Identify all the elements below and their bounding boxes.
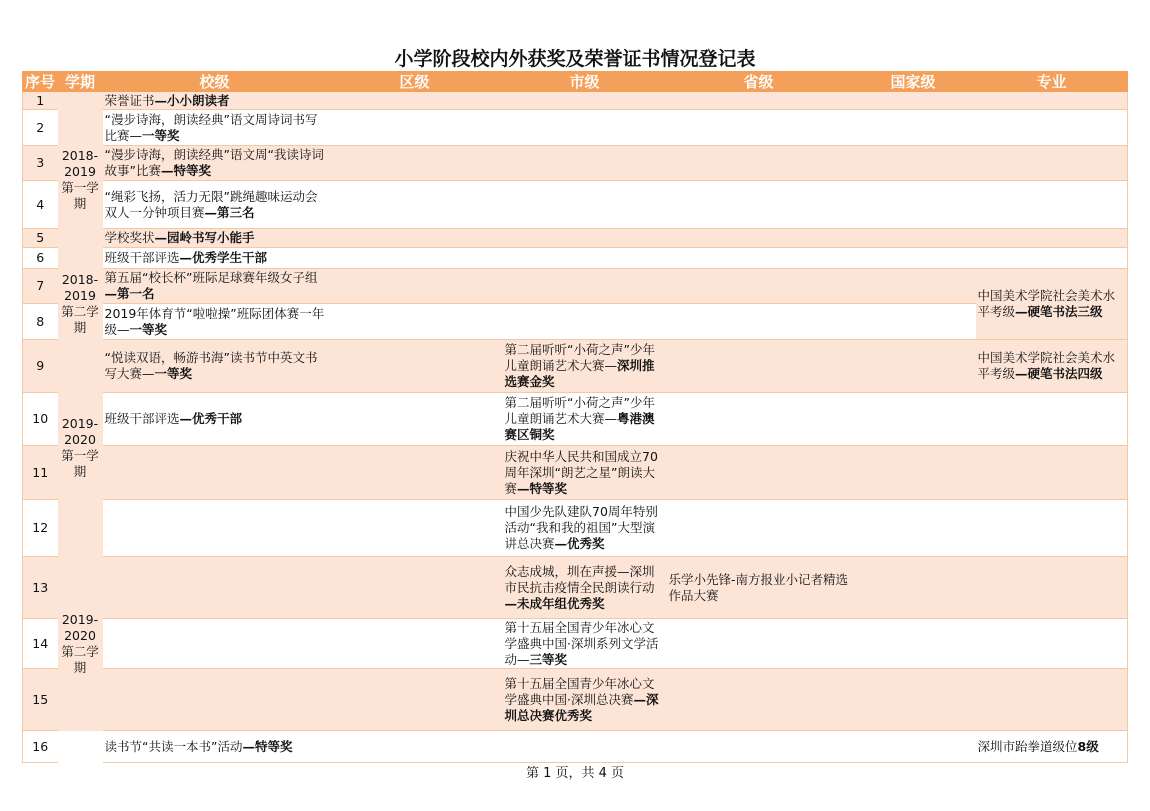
award-level: 8级 — [1077, 738, 1099, 754]
award-level: —第一名 — [104, 286, 155, 301]
cell-term: 2018-2019第一学期 — [58, 92, 103, 269]
cell-city — [503, 269, 667, 304]
award-level: —深圳总决赛优秀奖 — [504, 691, 659, 723]
cell-city — [503, 92, 667, 110]
cell-national — [851, 619, 976, 669]
cell-city — [503, 500, 667, 557]
cell-province — [667, 619, 851, 669]
cell-city — [503, 146, 667, 181]
cell-district — [327, 619, 503, 669]
table-row — [23, 92, 1128, 110]
table-row — [23, 500, 1128, 557]
cell-no: 7 — [23, 269, 58, 304]
cell-province — [667, 500, 851, 557]
cell-city — [503, 669, 667, 731]
table-row — [23, 731, 1128, 763]
cell-text: 众志成城，圳在声援—深圳市民抗击疫情全民朗读行动 — [504, 563, 655, 595]
cell-text: 荣誉证书 — [104, 92, 155, 108]
table-row — [23, 619, 1128, 669]
award-level: 一等奖 — [154, 366, 193, 381]
cell-school — [103, 181, 327, 229]
table-row — [23, 181, 1128, 229]
cell-school — [103, 248, 327, 269]
cell-province — [667, 248, 851, 269]
cell-city — [503, 181, 667, 229]
header-city: 市级 — [503, 72, 667, 92]
cell-pro — [976, 181, 1128, 229]
header-national: 国家级 — [851, 72, 976, 92]
header-no: 序号 — [23, 72, 58, 92]
award-level: —第三名 — [204, 204, 255, 220]
cell-text: 中国美术学院社会美术水平考级 — [977, 350, 1116, 381]
cell-text: “绳彩飞扬，活力无限”跳绳趣味运动会双人一分钟项目赛 — [104, 188, 318, 220]
award-level: —硬笔书法四级 — [1015, 366, 1103, 381]
cell-district — [327, 340, 503, 393]
header-district: 区级 — [327, 72, 503, 92]
cell-pro — [976, 393, 1128, 446]
cell-province — [667, 557, 851, 619]
cell-district — [327, 248, 503, 269]
cell-no: 4 — [23, 181, 58, 229]
cell-text: “漫步诗海，朗读经典”语文周诗词书写比赛— — [104, 111, 318, 143]
cell-text: “漫步诗海，朗读经典”语文周“我读诗词故事”比赛 — [104, 147, 324, 178]
table-row — [23, 446, 1128, 500]
cell-city — [503, 446, 667, 500]
page-footer: 第 1 页，共 4 页 — [525, 766, 625, 781]
cell-school — [103, 340, 327, 393]
cell-no: 12 — [23, 500, 58, 557]
award-level: —特等奖 — [160, 163, 211, 178]
awards-table — [22, 71, 1128, 763]
cell-district — [327, 446, 503, 500]
award-level: 三等奖 — [529, 651, 568, 667]
cell-city — [503, 557, 667, 619]
award-level: 一等奖 — [142, 127, 180, 143]
cell-text: 第十五届全国青少年冰心文学盛典中国·深圳总决赛 — [504, 675, 655, 707]
table-row — [23, 557, 1128, 619]
cell-province — [667, 146, 851, 181]
award-level: 深圳推选赛金奖 — [504, 358, 655, 389]
award-level: —特等奖 — [242, 738, 293, 754]
award-level: —优秀干部 — [179, 411, 243, 426]
cell-no: 6 — [23, 248, 58, 269]
cell-district — [327, 92, 503, 110]
cell-pro — [976, 446, 1128, 500]
award-level: —未成年组优秀奖 — [504, 595, 605, 611]
cell-text: 班级干部评选 — [104, 250, 180, 265]
cell-term: 2019-2020第一学期 — [58, 340, 103, 557]
cell-text: 第十五届全国青少年冰心文学盛典中国·深圳系列文学活动— — [504, 619, 659, 667]
cell-national — [851, 393, 976, 446]
award-level: 一等奖 — [129, 321, 168, 337]
cell-text: 中国美术学院社会美术水平考级 — [977, 288, 1116, 319]
cell-no: 8 — [23, 304, 58, 340]
cell-school — [103, 146, 327, 181]
cell-province — [667, 181, 851, 229]
cell-province — [667, 731, 851, 763]
cell-no: 5 — [23, 229, 58, 248]
cell-district — [327, 393, 503, 446]
table-row — [23, 248, 1128, 269]
cell-text: 深圳市跆拳道级位 — [977, 738, 1078, 754]
cell-term — [58, 731, 103, 763]
cell-no: 11 — [23, 446, 58, 500]
cell-school — [103, 669, 327, 731]
cell-no: 15 — [23, 669, 58, 731]
cell-school — [103, 557, 327, 619]
cell-national — [851, 110, 976, 146]
cell-text: 学校奖状 — [104, 230, 155, 245]
cell-national — [851, 181, 976, 229]
award-level: —特等奖 — [517, 480, 568, 496]
cell-district — [327, 669, 503, 731]
table-row — [23, 304, 1128, 340]
cell-province — [667, 393, 851, 446]
table-row — [23, 229, 1128, 248]
cell-national — [851, 500, 976, 557]
cell-school — [103, 619, 327, 669]
cell-pro — [976, 619, 1128, 669]
cell-national — [851, 446, 976, 500]
cell-school — [103, 92, 327, 110]
cell-school — [103, 731, 327, 763]
cell-school — [103, 446, 327, 500]
header-school: 校级 — [103, 72, 327, 92]
award-level: —硬笔书法三级 — [1015, 304, 1103, 319]
cell-school — [103, 269, 327, 304]
cell-school — [103, 304, 327, 340]
cell-province — [667, 229, 851, 248]
cell-pro — [976, 248, 1128, 269]
cell-province — [667, 110, 851, 146]
cell-national — [851, 269, 976, 304]
cell-school — [103, 393, 327, 446]
header-row — [23, 72, 1128, 92]
cell-province — [667, 269, 851, 304]
cell-text: 第二届听听“小荷之声”少年儿童朗诵艺术大赛— — [504, 395, 655, 426]
cell-national — [851, 557, 976, 619]
cell-national — [851, 340, 976, 393]
cell-no: 16 — [23, 731, 58, 763]
cell-district — [327, 146, 503, 181]
cell-district — [327, 304, 503, 340]
table-row — [23, 393, 1128, 446]
cell-province — [667, 304, 851, 340]
cell-pro — [976, 110, 1128, 146]
table-row — [23, 269, 1128, 304]
page-title: 小学阶段校内外获奖及荣誉证书情况登记表 — [394, 48, 756, 70]
cell-pro — [976, 92, 1128, 110]
cell-term: 2018-2019第二学期 — [58, 269, 103, 340]
award-level: —小小朗读者 — [154, 92, 230, 108]
cell-pro — [976, 229, 1128, 248]
cell-district — [327, 181, 503, 229]
cell-no: 9 — [23, 340, 58, 393]
cell-pro — [976, 669, 1128, 731]
cell-city — [503, 304, 667, 340]
table-row — [23, 669, 1128, 731]
cell-district — [327, 229, 503, 248]
cell-national — [851, 731, 976, 763]
header-pro: 专业 — [976, 72, 1128, 92]
cell-national — [851, 248, 976, 269]
cell-district — [327, 500, 503, 557]
cell-city — [503, 731, 667, 763]
cell-city — [503, 229, 667, 248]
cell-pro — [976, 340, 1128, 393]
cell-school — [103, 110, 327, 146]
cell-school — [103, 229, 327, 248]
cell-national — [851, 669, 976, 731]
award-level: —优秀学生干部 — [179, 250, 268, 265]
cell-city — [503, 110, 667, 146]
cell-province — [667, 92, 851, 110]
cell-pro — [976, 557, 1128, 619]
cell-national — [851, 229, 976, 248]
table-row — [23, 110, 1128, 146]
cell-national — [851, 304, 976, 340]
cell-text: “悦读双语，畅游书海”读书节中英文书写大赛— — [104, 350, 318, 381]
cell-pro — [976, 146, 1128, 181]
cell-text: 中国少先队建队70周年特别活动“我和我的祖国”大型演讲总决赛 — [504, 504, 658, 551]
header-province: 省级 — [667, 72, 851, 92]
cell-text: 读书节“共读一本书”活动 — [104, 738, 243, 754]
cell-text: 2019年体育节“啦啦操”班际团体赛一年级— — [104, 305, 325, 337]
cell-district — [327, 269, 503, 304]
award-level: —园岭书写小能手 — [154, 230, 255, 245]
table-row — [23, 340, 1128, 393]
cell-province — [667, 446, 851, 500]
cell-no: 1 — [23, 92, 58, 110]
cell-text: 班级干部评选 — [104, 411, 180, 426]
cell-city — [503, 393, 667, 446]
award-level: 粤港澳赛区铜奖 — [504, 411, 655, 442]
cell-term: 2019-2020第二学期 — [58, 557, 103, 731]
cell-district — [327, 731, 503, 763]
award-level: —优秀奖 — [554, 536, 605, 551]
cell-city — [503, 340, 667, 393]
header-term: 学期 — [58, 72, 103, 92]
cell-pro — [976, 731, 1128, 763]
cell-text: 第二届听听“小荷之声”少年儿童朗诵艺术大赛— — [504, 342, 655, 373]
cell-province — [667, 669, 851, 731]
cell-province — [667, 340, 851, 393]
cell-school — [103, 500, 327, 557]
cell-pro — [976, 269, 1128, 340]
cell-city — [503, 619, 667, 669]
cell-no: 14 — [23, 619, 58, 669]
cell-text: 第五届“校长杯”班际足球赛年级女子组 — [104, 270, 318, 285]
cell-national — [851, 146, 976, 181]
cell-national — [851, 92, 976, 110]
cell-text: 庆祝中华人民共和国成立70周年深圳“朗艺之星”朗读大赛 — [504, 448, 658, 496]
cell-pro — [976, 500, 1128, 557]
cell-no: 3 — [23, 146, 58, 181]
cell-district — [327, 110, 503, 146]
cell-no: 10 — [23, 393, 58, 446]
cell-no: 2 — [23, 110, 58, 146]
table-row — [23, 146, 1128, 181]
cell-no: 13 — [23, 557, 58, 619]
cell-text: 乐学小先锋-南方报业小记者精选作品大赛 — [668, 571, 849, 603]
cell-city — [503, 248, 667, 269]
cell-district — [327, 557, 503, 619]
